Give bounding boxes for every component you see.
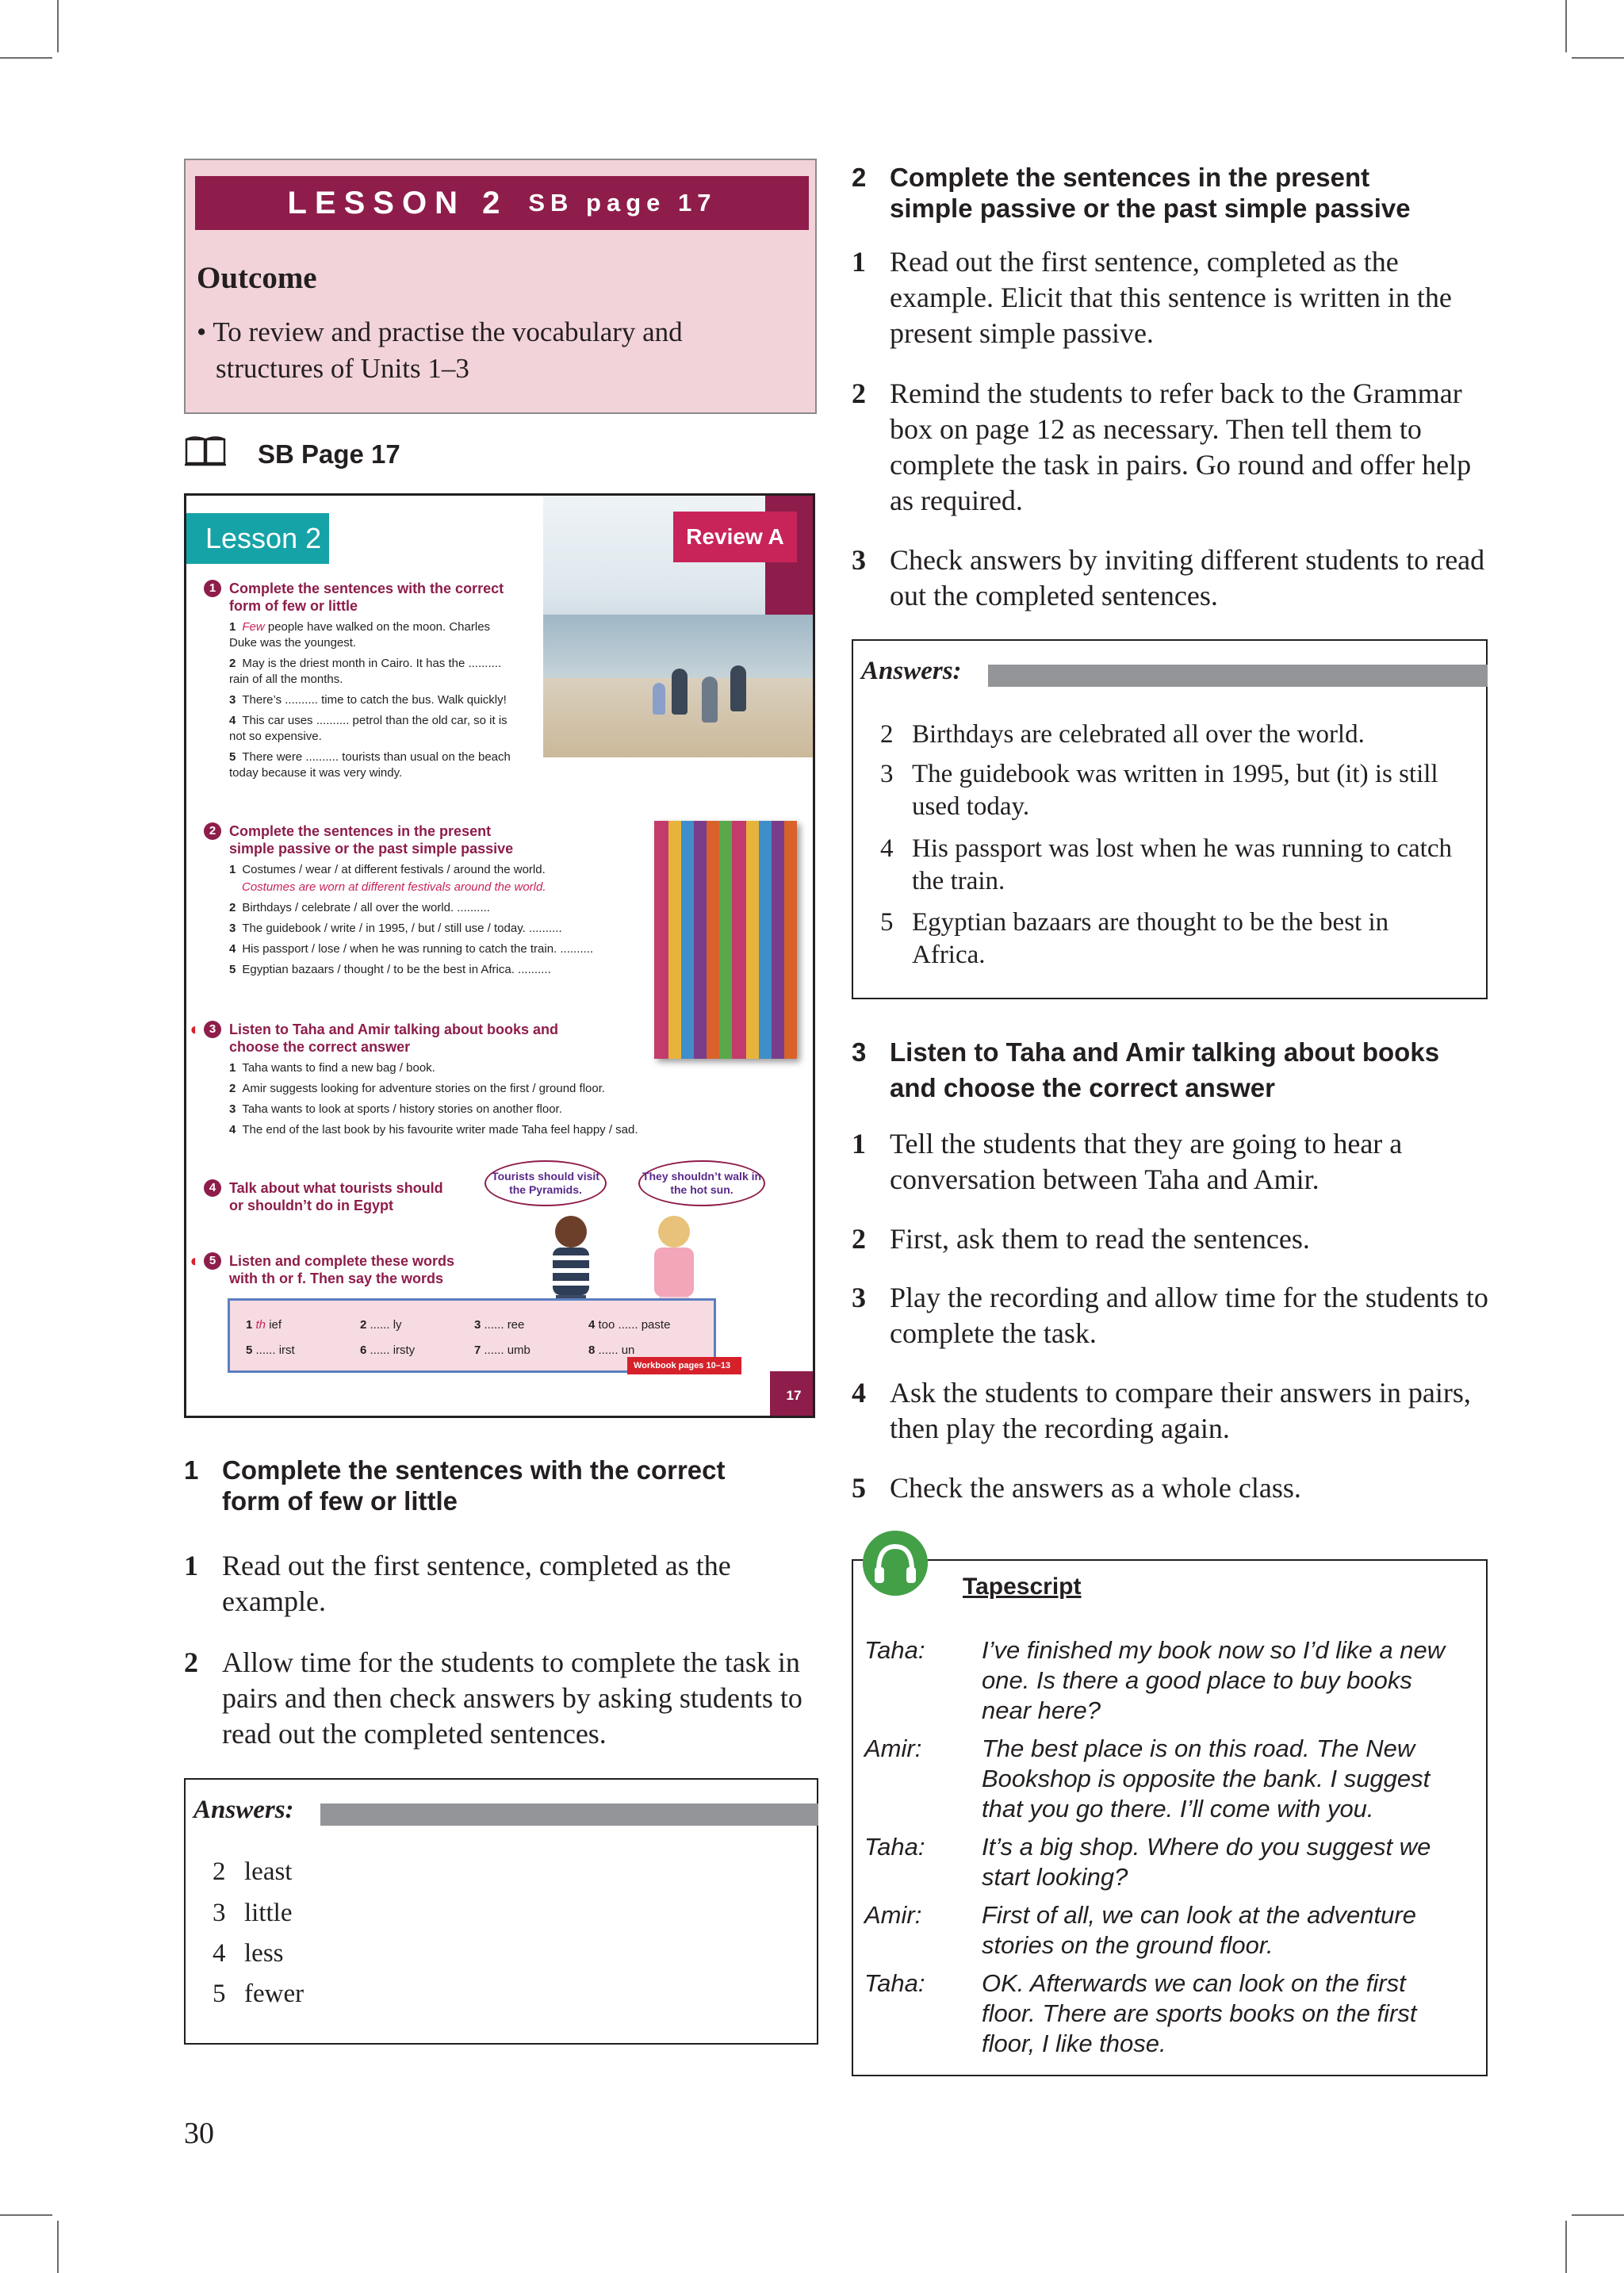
tapescript-line: Taha: OK. Afterwards we can look on the first floor. There are sports books on the first floor, I like those. [864,1969,1417,2057]
word-item: 6 ...... irsty [360,1343,416,1357]
sb-ex1-item: 2 May is the driest month in Cairo. It has the .......... rain of all the months. [229,657,502,686]
beach-photo-person [702,677,718,723]
student-book-page [184,493,815,1418]
sb-ex2-item: 5 Egyptian bazaars / thought / to be the best in Africa. .......... [229,963,551,976]
answers-bar [988,665,1488,687]
exercise-number: 3 [204,1021,221,1038]
sb-ex2-item: 2 Birthdays / celebrate / all over the world. .......... [229,901,490,914]
sb-exercise-3 [204,1021,775,1138]
section-3-heading: 3 Listen to Taha and Amir talking about books and choose the correct answer [852,1037,1440,1102]
sb-exercise-2 [204,822,648,978]
speaker-name: Taha: [864,1833,925,1861]
sb-ex2-example-answer: Costumes are worn at different festivals around the world. [242,880,546,894]
lesson-title: LESSON 2 [287,185,508,220]
exercise-number: 5 [204,1252,221,1270]
tapescript-line: Amir: First of all, we can look at the adventure stories on the ground floor. [864,1901,1416,1959]
lesson-tab: Lesson 2 [186,513,329,564]
sb-exercise-5 [204,1252,505,1287]
section-3-step: 2 First, ask them to read the sentences. [852,1223,1310,1255]
crop-mark [0,57,52,59]
sb-exercise-4-title: 4 Talk about what tourists should or shouldn’t do in Egypt [204,1179,505,1214]
sb-exercise-1-title: 1 Complete the sentences with the correct form of few or little [204,580,569,615]
crop-mark [1572,57,1624,59]
section-1-step: 1 Read out the first sentence, completed as the example. [184,1550,731,1617]
sb-ex2-item: 1 Costumes / wear / at different festivals / around the world. [229,863,546,876]
outcome-heading: Outcome [197,261,317,295]
speaker-name: Taha: [864,1636,925,1664]
word-item: 8 ...... un [588,1343,635,1357]
sb-ex3-item: 1 Taha wants to find a new bag / book. [229,1061,435,1075]
answers-bar [320,1803,818,1826]
beach-photo-person [730,665,746,711]
answer-item: 5 Egyptian bazaars are thought to be the best in Africa. [880,908,1389,969]
sb-exercise-5-title: 5 Listen and complete these words with th or f. Then say the words [204,1252,505,1287]
exercise-number: 4 [204,1179,221,1197]
tapescript-line: Taha: I’ve finished my book now so I’d like a new one. Is there a good place to buy books near here? [864,1636,1446,1724]
answer-item: 2 Birthdays are celebrated all over the world. [880,720,1365,749]
section-2-step: 1 Read out the first sentence, completed as the example. Elicit that this sentence is written in the present simple passive. [852,246,1452,349]
sb-page-number: 17 [770,1371,815,1418]
sb-ex2-item: 3 The guidebook / write / in 1995, / but / still use / today. .......... [229,922,562,935]
beach-photo-person [653,683,665,715]
crop-mark [1565,2221,1567,2273]
section-2-step: 2 Remind the students to refer back to the Grammar box on page 12 as necessary. Then tell them to complete the task in pairs. Go round and offer help as required. [852,378,1472,516]
section-3-step: 3 Play the recording and allow time for the students to complete the task. [852,1282,1488,1349]
word-item: 7 ...... umb [474,1343,530,1357]
section-3-step: 1 Tell the students that they are going to hear a conversation between Taha and Amir. [852,1128,1403,1195]
speaker-name: Taha: [864,1969,925,1997]
word-item: 5 ...... irst [246,1343,295,1357]
speaker-name: Amir: [864,1734,922,1762]
answer-item: 3 little [213,1899,293,1927]
word-item: 4 too ...... paste [588,1318,671,1332]
speech-bubble: Tourists should visit the Pyramids. [485,1160,607,1206]
page-number: 30 [184,2117,214,2150]
section-2-heading: 2 Complete the sentences in the present simple passive or the past simple passive [852,163,1411,223]
sb-ex2-item: 4 His passport / lose / when he was running to catch the train. .......... [229,942,594,956]
review-tab: Review A [673,512,797,562]
crop-mark [1572,2214,1624,2216]
answer-item: 3 The guidebook was written in 1995, but (it) is still used today. [880,760,1438,821]
exercise-number: 2 [204,822,221,840]
audio-icon: ◖ [188,1251,199,1271]
book-icon [184,435,227,466]
sb-exercise-1 [204,580,569,781]
answers-box-1 [184,1778,818,2045]
answer-item: 2 least [213,1857,293,1886]
sb-ex3-item: 2 Amir suggests looking for adventure stories on the first / ground floor. [229,1082,606,1095]
tapescript-title: Tapescript [963,1573,1082,1600]
answer-item: 4 His passport was lost when he was running to catch the train. [880,834,1452,895]
sb-page-label: SB Page 17 [258,439,400,469]
word-item: 2 ...... ly [360,1318,402,1332]
crop-mark [57,2221,59,2273]
sb-ex3-item: 4 The end of the last book by his favourite writer made Taha feel happy / sad. [229,1123,638,1136]
crop-mark [0,2214,52,2216]
answers-title: Answers: [193,1796,294,1824]
section-1-step: 2 Allow time for the students to complete the task in pairs and then check answers by asking students to read out the completed sentences. [184,1646,802,1750]
lesson-sb-ref: SB page 17 [528,189,717,217]
answers-box-2 [852,639,1488,999]
audio-icon: ◖ [188,1019,199,1039]
sb-exercise-2-title: 2 Complete the sentences in the present simple passive or the past simple passive [204,822,648,857]
sb-ex1-item: 4 This car uses .......... petrol than the old car, so it is not so expensive. [229,714,508,743]
sb-exercise-4 [204,1179,505,1214]
tapescript-line: Amir: The best place is on this road. The New Bookshop is opposite the bank. I suggest that you go there. I’ll come with you. [864,1734,1431,1823]
tapescript-line: Taha: It’s a big shop. Where do you suggest we start looking? [864,1833,1431,1891]
answers-title: Answers: [861,657,962,685]
sb-ex1-item: 3 There’s .......... time to catch the bus. Walk quickly! [229,693,507,707]
beach-photo-person [672,669,688,715]
sb-ex3-item: 3 Taha wants to look at sports / history stories on another floor. [229,1102,562,1116]
headphones-icon [863,1531,928,1596]
speaker-name: Amir: [864,1901,922,1929]
section-3-step: 4 Ask the students to compare their answers in pairs, then play the recording again. [852,1377,1471,1444]
crop-mark [57,0,59,52]
word-item: 3 ...... ree [474,1318,525,1332]
lesson-box [184,159,817,414]
sb-ex1-item: 1 Few people have walked on the moon. Charles Duke was the youngest. [229,620,491,650]
section-1-heading: 1 Complete the sentences with the correct form of few or little [184,1455,726,1516]
speech-bubble: They shouldn’t walk in the hot sun. [638,1160,765,1206]
workbook-tag: Workbook pages 10–13 [627,1357,741,1374]
exercise-number: 1 [204,580,221,597]
lesson-banner [195,176,809,230]
section-2-step: 3 Check answers by inviting different students to read out the completed sentences. [852,544,1485,611]
answer-item: 5 fewer [213,1980,304,2008]
sb-ex1-item: 5 There were .......... tourists than usual on the beach today because it was very windy. [229,750,511,780]
outcome-bullet: • To review and practise the vocabulary and structures of Units 1–3 [197,316,683,384]
word-item: 1 th ief [246,1318,282,1332]
answer-item: 4 less [213,1939,284,1968]
sb-exercise-3-title: 3 Listen to Taha and Amir talking about books and choose the correct answer [204,1021,775,1056]
crop-mark [1565,0,1567,52]
section-3-step: 5 Check the answers as a whole class. [852,1472,1301,1504]
